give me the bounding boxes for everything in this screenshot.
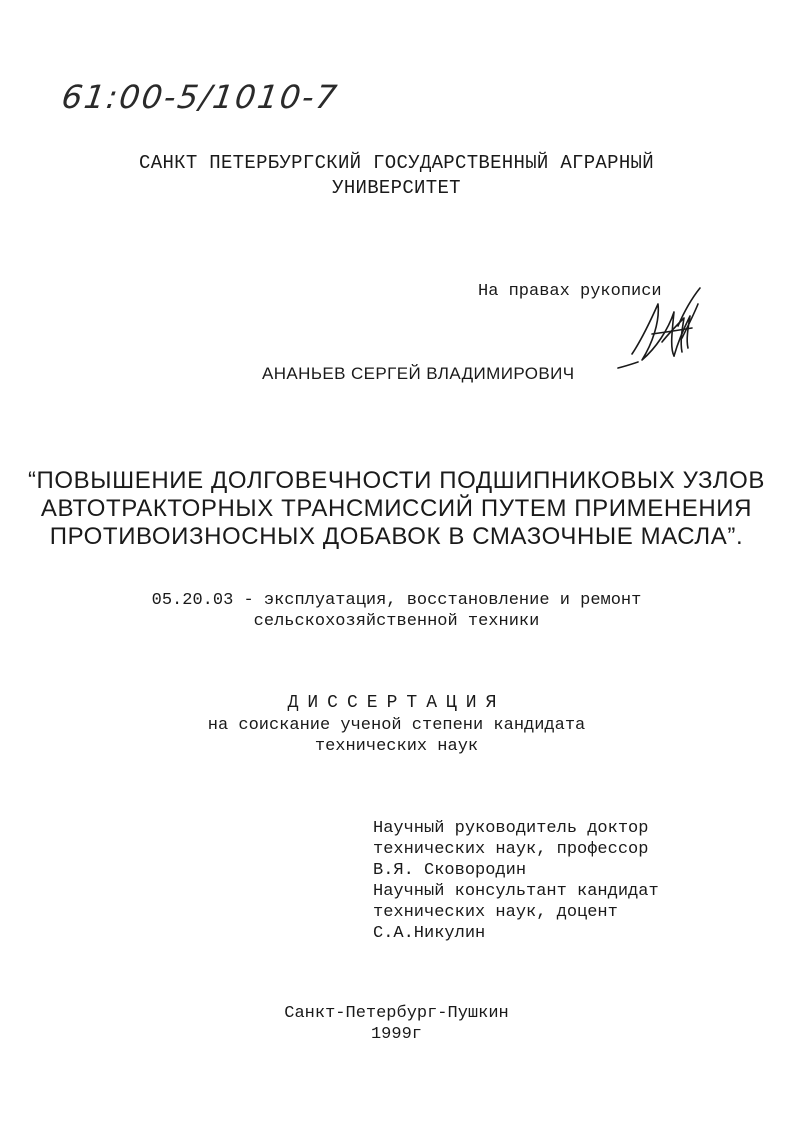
publication-year: 1999г bbox=[370, 1025, 422, 1044]
place-of-publication: Санкт-Петербург-Пушкин bbox=[284, 1004, 509, 1023]
dissertation-heading: ДИССЕРТАЦИЯ bbox=[287, 693, 506, 713]
dissertation-title-line1: “ПОВЫШЕНИЕ ДОЛГОВЕЧНОСТИ ПОДШИПНИКОВЫХ УЗЛОВ bbox=[27, 467, 766, 494]
specialty-code-line2: сельскохозяйственной техники bbox=[253, 612, 540, 631]
advisor-line: Научный консультант кандидат bbox=[373, 882, 659, 901]
specialty-code-line1: 05.20.03 - эксплуатация, восстановление и ремонт bbox=[151, 591, 642, 610]
advisors-block bbox=[373, 818, 659, 944]
author-name: АНАНЬЕВ СЕРГЕЙ ВЛАДИМИРОВИЧ bbox=[262, 364, 575, 383]
archive-code-handwritten: 61:00-5/1010-7 bbox=[59, 78, 341, 116]
dissertation-title-line3: ПРОТИВОИЗНОСНЫХ ДОБАВОК В СМАЗОЧНЫЕ МАСЛА”. bbox=[49, 523, 744, 550]
advisor-line: технических наук, профессор bbox=[373, 840, 649, 859]
dissertation-title-line2: АВТОТРАКТОРНЫХ ТРАНСМИССИЙ ПУТЕМ ПРИМЕНЕНИЯ bbox=[40, 495, 753, 522]
advisor-line: технических наук, доцент bbox=[373, 903, 618, 922]
advisor-line: С.А.Никулин bbox=[373, 924, 486, 943]
advisor-line: Научный руководитель доктор bbox=[373, 819, 649, 838]
manuscript-rights-note: На правах рукописи bbox=[478, 282, 662, 301]
university-name-line1: САНКТ ПЕТЕРБУРГСКИЙ ГОСУДАРСТВЕННЫЙ АГРАРНЫЙ bbox=[139, 152, 654, 174]
degree-line1: на соискание ученой степени кандидата bbox=[207, 716, 586, 735]
degree-line2: технических наук bbox=[314, 737, 479, 756]
signature-icon bbox=[612, 282, 722, 382]
university-name-line2: УНИВЕРСИТЕТ bbox=[332, 177, 461, 199]
advisor-line: В.Я. Сковородин bbox=[373, 861, 527, 880]
